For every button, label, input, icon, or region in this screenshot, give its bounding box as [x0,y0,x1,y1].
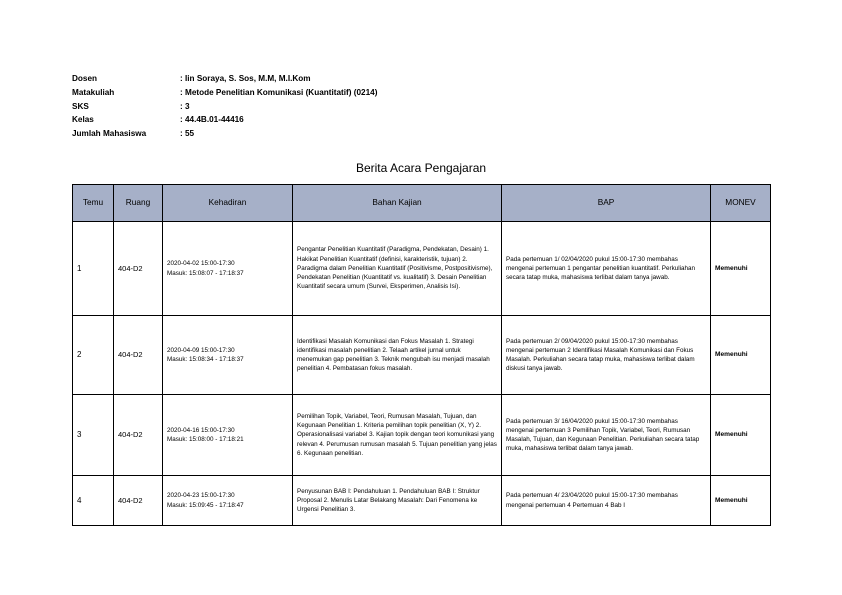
info-row [72,86,377,100]
cell-bap: Pada pertemuan 3/ 16/04/2020 pukul 15:00-17:30 membahas mengenai pertemuan 3 Pemilihan Topik, Variabel, Teori, Rumusan Masalah, Tujuan, dan Kegunaan Penelitian. Perkuliahan secara tatap muka, mahasiswa terlibat dalam tanya jawab. [502,395,711,476]
schedule-text: 2020-04-09 15:00-17:30 [167,346,235,354]
attendance-text: Masuk: 15:09:45 - 17:18:47 [167,501,244,509]
cell-kehadiran [163,395,293,476]
course-info [72,72,377,141]
cell-bahan-kajian: Identifikasi Masalah Komunikasi dan Fokus Masalah 1. Strategi identifikasi masalah penelitian 2. Telaah artikel jurnal untuk menemukan gap penelitian 3. Teknik mengubah isu menjadi masalah penelitian 4. Pembatasan fokus masalah. [293,316,502,395]
cell-ruang: 404-D2 [114,316,163,395]
schedule-text: 2020-04-23 15:00-17:30 [167,492,235,500]
cell-temu: 1 [73,222,114,316]
attendance-text: Masuk: 15:08:07 - 17:18:37 [167,269,244,277]
info-label: SKS [72,101,89,111]
cell-kehadiran [163,476,293,526]
cell-bap: Pada pertemuan 4/ 23/04/2020 pukul 15:00-17:30 membahas mengenai pertemuan 4 Pertemuan 4 Bab I [502,476,711,526]
cell-bap: Pada pertemuan 2/ 09/04/2020 pukul 15:00-17:30 membahas mengenai pertemuan 2 Identifikasi Masalah Komunikasi dan Fokus Masalah. Perkuliahan secara tatap muka, mahasiswa terlibat dalam diskusi tanya jawab. [502,316,711,395]
info-label: Matakuliah [72,87,115,97]
cell-monev: Memenuhi [711,395,771,476]
info-label: Kelas [72,115,94,125]
table-row [73,476,771,526]
cell-ruang: 404-D2 [114,222,163,316]
page-title: Berita Acara Pengajaran [355,161,487,175]
cell-ruang: 404-D2 [114,476,163,526]
attendance-text: Masuk: 15:08:34 - 17:18:37 [167,356,244,363]
table-row [73,395,771,476]
cell-bahan-kajian: Penyusunan BAB I: Pendahuluan 1. Pendahuluan BAB I: Struktur Proposal 2. Menulis Latar Belakang Masalah: Dari Fenomena ke Urgensi Penelitian 3. [293,476,502,526]
cell-bahan-kajian: Pemilihan Topik, Variabel, Teori, Rumusan Masalah, Tujuan, dan Kegunaan Penelitian 1. Kriteria pemilihan topik penelitian (X, Y) 2. Operasionalisasi variabel 3. Kajian topik dengan teori komunikasi yang relevan 4. Perumusan rumusan masalah 5. Tujuan penelitian yang jelas 6. Kegunaan penelitian. [293,395,502,476]
table-row [73,222,771,316]
info-row [72,100,377,114]
schedule-text: 2020-04-16 15:00-17:30 [167,426,235,434]
cell-bap: Pada pertemuan 1/ 02/04/2020 pukul 15:00-17:30 membahas mengenai pertemuan 1 pengantar penelitian kuantitatif. Perkuliahan secara tatap muka, mahasiswa terlibat dalam tanya jawab. [502,222,711,316]
info-value: : Metode Penelitian Komunikasi (Kuantitatif) (0214) [180,87,378,97]
bap-table [72,184,771,526]
cell-monev: Memenuhi [711,316,771,395]
cell-ruang: 404-D2 [114,395,163,476]
table-header-row [73,185,771,222]
cell-kehadiran [163,316,293,395]
info-value: : 3 [180,101,190,111]
table-row [73,316,771,395]
info-row [72,127,377,141]
attendance-text: Masuk: 15:08:00 - 17:18:21 [167,436,244,443]
info-row [72,113,377,127]
cell-kehadiran [163,222,293,316]
header-kehadiran: Kehadiran [163,185,293,222]
cell-temu: 4 [73,476,114,526]
cell-monev: Memenuhi [711,222,771,316]
header-temu: Temu [73,185,114,222]
cell-temu: 2 [73,316,114,395]
info-value: : 55 [180,129,195,139]
cell-monev: Memenuhi [711,476,771,526]
cell-temu: 3 [73,395,114,476]
info-value: : 44.4B.01-44416 [180,115,244,125]
header-ruang: Ruang [114,185,163,222]
info-label: Dosen [72,74,98,83]
header-monev: MONEV [711,185,771,222]
schedule-text: 2020-04-02 15:00-17:30 [167,260,235,268]
info-row [72,72,377,86]
info-label: Jumlah Mahasiswa [72,129,147,139]
header-bap: BAP [502,185,711,222]
cell-bahan-kajian: Pengantar Penelitian Kuantitatif (Paradigma, Pendekatan, Desain) 1. Hakikat Penelitian Kuantitatif (definisi, karakteristik, tujuan) 2. Paradigma dalam Penelitian Kuantitatif (Positivisme, Postpositivisme), Pendekatan Penelitian (Kuantitatif vs. kualitatif) 3. Desain Penelitian Kuantitatif secara umum (Survei, Eksperimen, Analisis Isi). [293,222,502,316]
info-value: : Iin Soraya, S. Sos, M.M, M.I.Kom [180,74,311,83]
header-bahan-kajian: Bahan Kajian [293,185,502,222]
